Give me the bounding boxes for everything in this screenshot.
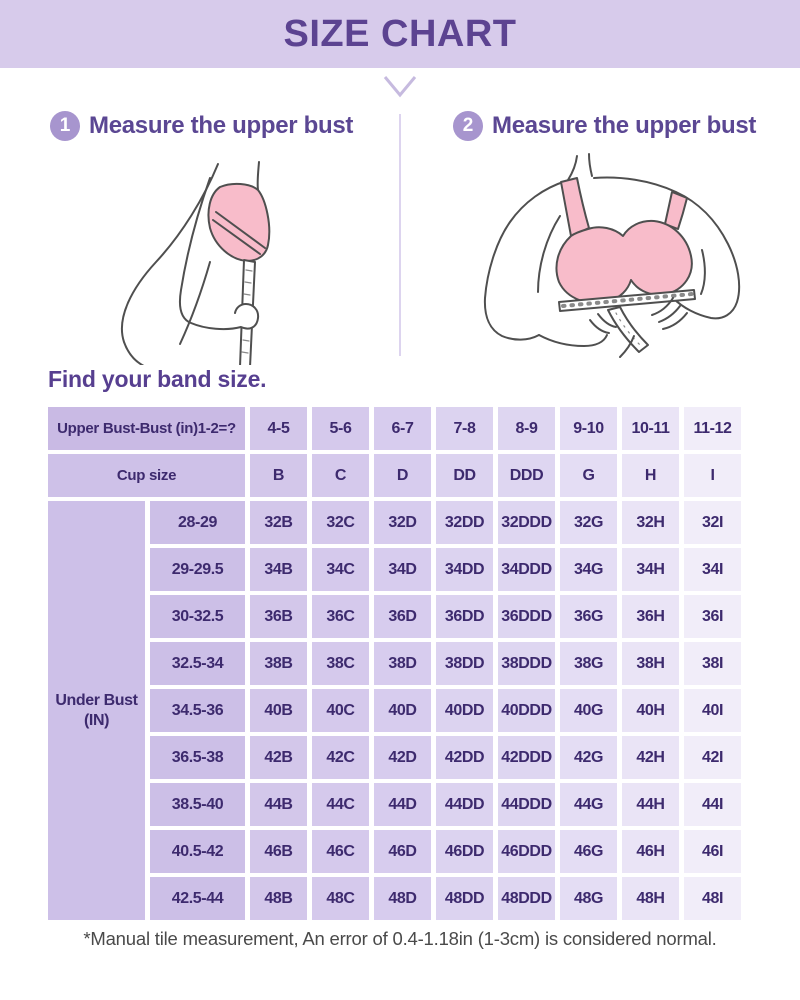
size-cell: 36I <box>684 595 741 638</box>
size-cell: 38DDD <box>498 642 555 685</box>
size-cell: 40DD <box>436 689 493 732</box>
size-cell: 48B <box>250 877 307 920</box>
size-cell: 38G <box>560 642 617 685</box>
size-cell: 42B <box>250 736 307 779</box>
size-cell: 42DDD <box>498 736 555 779</box>
size-cell: 48D <box>374 877 431 920</box>
band-range-cell: 34.5-36 <box>150 689 245 732</box>
band-range-cell: 36.5-38 <box>150 736 245 779</box>
chevron-down-icon <box>382 74 418 103</box>
size-cell: 32C <box>312 501 369 544</box>
bust-diff-cell: 10-11 <box>622 407 679 450</box>
size-cell: 32D <box>374 501 431 544</box>
bust-diff-cell: 4-5 <box>250 407 307 450</box>
size-cell: 36DDD <box>498 595 555 638</box>
size-cell: 46B <box>250 830 307 873</box>
size-cell: 48DD <box>436 877 493 920</box>
size-cell: 44DDD <box>498 783 555 826</box>
size-cell: 38H <box>622 642 679 685</box>
step-2-badge: 2 <box>453 111 483 141</box>
size-cell: 48DDD <box>498 877 555 920</box>
size-cell: 38D <box>374 642 431 685</box>
size-cell: 40D <box>374 689 431 732</box>
size-cell: 48H <box>622 877 679 920</box>
size-cell: 34H <box>622 548 679 591</box>
step-1-header <box>50 111 353 141</box>
size-cell: 46I <box>684 830 741 873</box>
step-1-label: Measure the upper bust <box>89 112 354 139</box>
size-cell: 42D <box>374 736 431 779</box>
size-cell: 38DD <box>436 642 493 685</box>
size-cell: 42I <box>684 736 741 779</box>
bust-diff-cell: 11-12 <box>684 407 741 450</box>
step-1-badge: 1 <box>50 111 80 141</box>
band-range-cell: 38.5-40 <box>150 783 245 826</box>
size-cell: 32I <box>684 501 741 544</box>
size-cell: 32G <box>560 501 617 544</box>
size-cell: 36C <box>312 595 369 638</box>
cup-size-cell: G <box>560 454 617 497</box>
size-cell: 36B <box>250 595 307 638</box>
size-cell: 34C <box>312 548 369 591</box>
bust-diff-cell: 9-10 <box>560 407 617 450</box>
size-cell: 44C <box>312 783 369 826</box>
size-cell: 44H <box>622 783 679 826</box>
size-cell: 46G <box>560 830 617 873</box>
size-cell: 34G <box>560 548 617 591</box>
size-cell: 36DD <box>436 595 493 638</box>
size-cell: 38C <box>312 642 369 685</box>
size-cell: 46H <box>622 830 679 873</box>
size-cell: 40DDD <box>498 689 555 732</box>
size-cell: 32DD <box>436 501 493 544</box>
cup-size-header-cell: Cup size <box>48 454 245 497</box>
size-cell: 40H <box>622 689 679 732</box>
size-cell: 32DDD <box>498 501 555 544</box>
size-cell: 48I <box>684 877 741 920</box>
band-range-cell: 30-32.5 <box>150 595 245 638</box>
band-range-cell: 42.5-44 <box>150 877 245 920</box>
band-range-cell: 40.5-42 <box>150 830 245 873</box>
size-cell: 34B <box>250 548 307 591</box>
size-cell: 40G <box>560 689 617 732</box>
size-cell: 38B <box>250 642 307 685</box>
size-cell: 46D <box>374 830 431 873</box>
bust-diff-cell: 6-7 <box>374 407 431 450</box>
band-range-cell: 28-29 <box>150 501 245 544</box>
size-cell: 32H <box>622 501 679 544</box>
size-cell: 46DD <box>436 830 493 873</box>
band-size-heading: Find your band size. <box>48 366 267 392</box>
size-cell: 40C <box>312 689 369 732</box>
size-cell: 44D <box>374 783 431 826</box>
size-cell: 40B <box>250 689 307 732</box>
page-title: SIZE CHART <box>283 12 517 55</box>
size-cell: 36D <box>374 595 431 638</box>
cup-size-cell: I <box>684 454 741 497</box>
size-cell: 32B <box>250 501 307 544</box>
size-cell: 48G <box>560 877 617 920</box>
size-cell: 44I <box>684 783 741 826</box>
band-range-cell: 29-29.5 <box>150 548 245 591</box>
size-cell: 42C <box>312 736 369 779</box>
size-cell: 34DD <box>436 548 493 591</box>
size-cell: 44B <box>250 783 307 826</box>
size-cell: 36G <box>560 595 617 638</box>
band-range-cell: 32.5-34 <box>150 642 245 685</box>
size-cell: 34D <box>374 548 431 591</box>
under-bust-label-cell: Under Bust (IN) <box>48 501 145 920</box>
illustration-measure-front <box>440 150 780 365</box>
size-table <box>48 407 741 920</box>
size-cell: 38I <box>684 642 741 685</box>
size-cell: 34I <box>684 548 741 591</box>
bust-diff-cell: 5-6 <box>312 407 369 450</box>
size-cell: 44DD <box>436 783 493 826</box>
bust-diff-cell: 8-9 <box>498 407 555 450</box>
size-cell: 42DD <box>436 736 493 779</box>
step-2-header <box>453 111 756 141</box>
size-cell: 48C <box>312 877 369 920</box>
step-2-label: Measure the upper bust <box>492 112 757 139</box>
upper-bust-header-cell: Upper Bust-Bust (in)1-2=? <box>48 407 245 450</box>
size-cell: 40I <box>684 689 741 732</box>
size-cell: 42H <box>622 736 679 779</box>
size-cell: 46DDD <box>498 830 555 873</box>
size-cell: 44G <box>560 783 617 826</box>
bust-diff-cell: 7-8 <box>436 407 493 450</box>
cup-size-cell: B <box>250 454 307 497</box>
cup-size-cell: H <box>622 454 679 497</box>
size-cell: 34DDD <box>498 548 555 591</box>
size-cell: 36H <box>622 595 679 638</box>
cup-size-cell: D <box>374 454 431 497</box>
cup-size-cell: C <box>312 454 369 497</box>
size-cell: 46C <box>312 830 369 873</box>
footnote: *Manual tile measurement, An error of 0.4-1.18in (1-3cm) is considered normal. <box>83 928 717 949</box>
cup-size-cell: DDD <box>498 454 555 497</box>
page-header <box>0 0 800 68</box>
illustration-measure-side <box>60 150 400 370</box>
cup-size-cell: DD <box>436 454 493 497</box>
size-cell: 42G <box>560 736 617 779</box>
